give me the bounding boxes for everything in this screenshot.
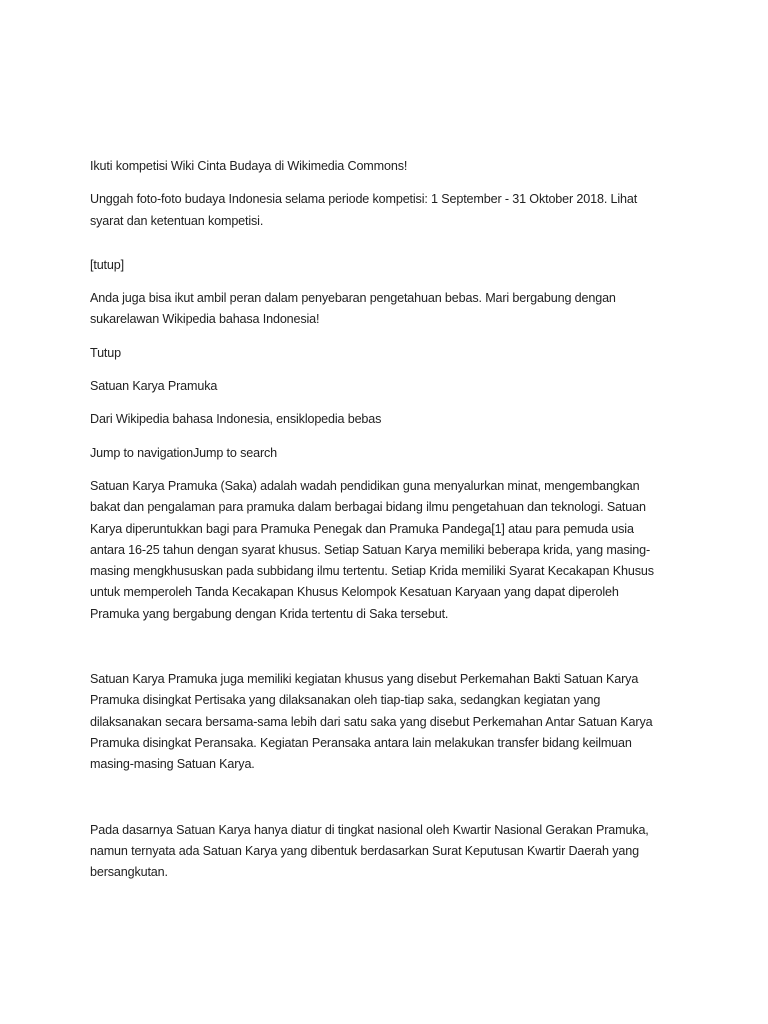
close-bracket-link[interactable]: [tutup] [90, 257, 124, 272]
upload-banner-text: Unggah foto-foto budaya Indonesia selama periode kompetisi: 1 September - 31 Oktober 2018. Lihat syarat dan ketentuan kompetisi. [90, 192, 638, 228]
document-page [90, 156, 670, 883]
close-link[interactable]: Tutup [90, 345, 121, 360]
volunteer-invite-text: Anda juga bisa ikut ambil peran dalam penyebaran pengetahuan bebas. Mari bergabung dengan sukarelawan Wikipedia bahasa Indonesia! [90, 291, 616, 327]
page-title: Satuan Karya Pramuka [90, 379, 218, 394]
competition-banner-text: Ikuti kompetisi Wiki Cinta Budaya di Wikimedia Commons! [90, 159, 408, 173]
jump-links[interactable]: Jump to navigationJump to search [90, 445, 278, 460]
tagline: Dari Wikipedia bahasa Indonesia, ensiklopedia bebas [90, 412, 382, 427]
body-paragraph-1: Satuan Karya Pramuka (Saka) adalah wadah pendidikan guna menyalurkan minat, mengembangkan bakat dan pengalaman para pramuka dalam berbagai bidang ilmu pengetahuan dan teknologi. Satuan Karya diperuntukkan bagi para Pramuka Penegak dan Pramuka Pandega[1] atau para pemuda usia antara 16-25 tahun dengan syarat khusus. Setiap Satuan Karya memiliki beberapa krida, yang masing-masing mengkhususkan pada subbidang ilmu tertentu. Setiap Krida memiliki Syarat Kecakapan Khusus untuk memperoleh Tanda Kecakapan Khusus Kelompok Kesatuan Karyaan yang dapat diperoleh Pramuka yang bergabung dengan Krida tertentu di Saka tersebut. [90, 478, 654, 621]
body-paragraph-3: Pada dasarnya Satuan Karya hanya diatur di tingkat nasional oleh Kwartir Nasional Gerakan Pramuka, namun ternyata ada Satuan Karya yang dibentuk berdasarkan Surat Keputusan Kwartir Daerah yang bersangkutan. [90, 822, 649, 880]
body-paragraph-2: Satuan Karya Pramuka juga memiliki kegiatan khusus yang disebut Perkemahan Bakti Satuan Karya Pramuka disingkat Pertisaka yang dilaksanakan oleh tiap-tiap saka, sedangkan kegiatan yang dilaksanakan secara bersama-sama lebih dari satu saka yang disebut Perkemahan Antar Satuan Karya Pramuka disingkat Peransaka. Kegiatan Peransaka antara lain melakukan transfer bidang keilmuan masing-masing Satuan Karya. [90, 672, 653, 772]
